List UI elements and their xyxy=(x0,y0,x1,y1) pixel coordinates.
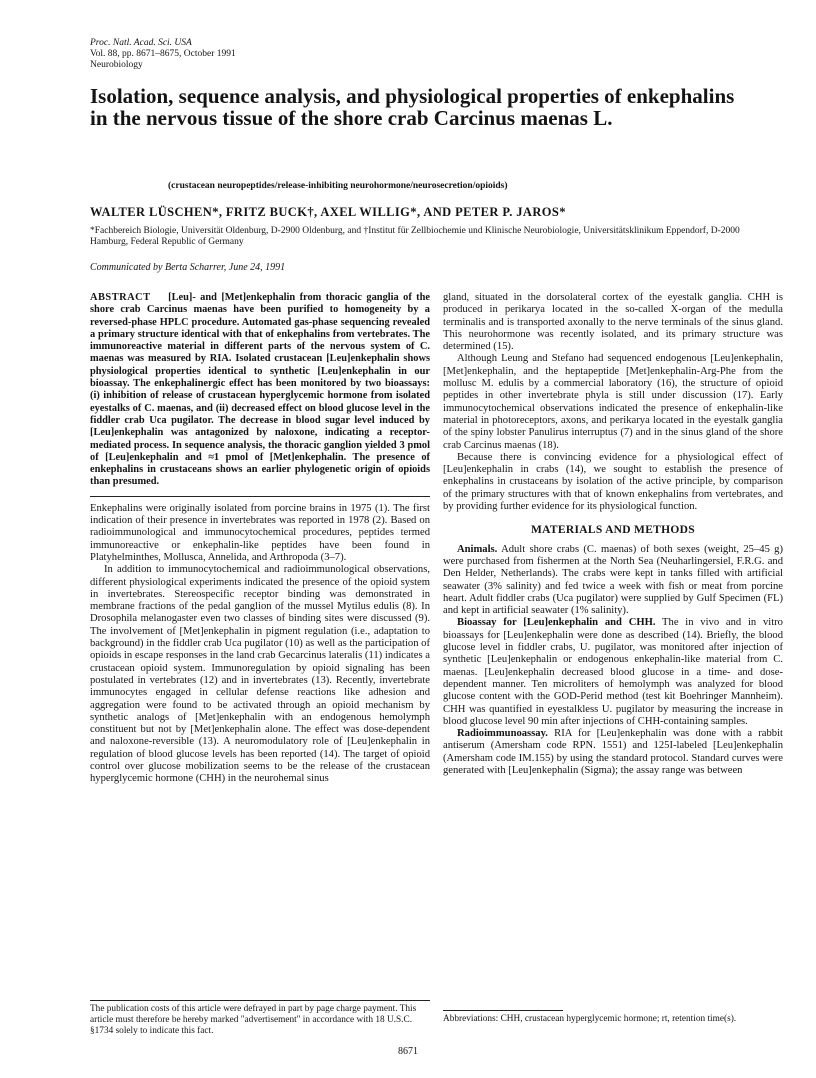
body-paragraph: Because there is convincing evidence for a physiological effect of [Leu]enkephalin in crabs (14), we sought to establish the presence of enkephalins in crustaceans by isolation of the active principle, by comparison of the primary structures with that of known enkephalins from vertebrates, and by providing further evidence for its physiological function. xyxy=(443,451,783,513)
journal-header xyxy=(90,38,236,71)
section-heading: MATERIALS AND METHODS xyxy=(531,524,695,537)
abstract-divider xyxy=(90,496,430,497)
methods-animals xyxy=(443,544,783,618)
abstract xyxy=(90,292,430,489)
journal-name: Proc. Natl. Acad. Sci. USA xyxy=(90,38,192,48)
body-paragraph: Although Leung and Stefano had sequenced endogenous [Leu]enkephalin, [Met]enkephalin, and the heptapeptide [Met]enkephalin-Arg-Phe from the mollusc M. edulis by a commercial laboratory (16), the structure of opioid peptides in other invertebrate phyla is still under discussion (17). Early immunocytochemical observations indicated the presence of enkephalin-like material in photoreceptors, axons, and perikarya located in the eyestalk ganglia of the spiny lobster Panulirus interruptus (7) and in the sinus gland of the shore crab Carcinus maenas (18). xyxy=(443,353,783,451)
communicated-by: Communicated by Berta Scharrer, June 24, 1991 xyxy=(90,262,286,273)
methods-ria xyxy=(443,728,783,777)
run-in-heading: Radioimmunoassay. xyxy=(457,728,548,740)
paper-title: Isolation, sequence analysis, and physiological properties of enkephalins in the nervous tissue of the shore crab Carcinus maenas L. xyxy=(90,84,735,130)
journal-volume: Vol. 88, pp. 8671–8675, October 1991 xyxy=(90,49,236,59)
methods-text: Adult shore crabs (C. maenas) of both sexes (weight, 25–45 g) were purchased from fishermen at the North Sea (Neuharlingersiel, F.R.G. and Den Helder, Netherlands). The crabs were kept in tanks filled with artificial seawater (3% salinity) and fed twice a week with fish or meat from porcine heart. Adult fiddler crabs (Uca pugilator) were supplied by Gulf Specimen (FL) and kept in artificial seawater (1% salinity). xyxy=(443,543,783,617)
abbreviations-footnote xyxy=(443,1010,783,1025)
right-column xyxy=(443,292,783,777)
body-paragraph: gland, situated in the dorsolateral cortex of the eyestalk ganglia. CHH is produced in perikarya located in the so-called X-organ of the medulla terminalis and is transported axonally to the nerve terminals of the sinus gland. This neurohormone was recently isolated, and its primary structure was determined (15). xyxy=(443,292,783,353)
page-number: 8671 xyxy=(398,1046,418,1057)
footnote-rule xyxy=(90,1000,430,1001)
run-in-heading: Animals. xyxy=(457,543,498,555)
intro-paragraph: In addition to immunocytochemical and radioimmunological observations, different physiological experiments indicated the presence of the opioid system in invertebrates. Stereospecific receptor binding was demonstrated in membrane fractions of the pedal ganglion of the mussel Mytilus edulis (8). In Drosophila melanogaster even two classes of binding sites were discussed (9). The involvement of [Met]enkephalin in pigment regulation (i.e., adaptation to background) in the fiddler crab Uca pugilator (10) as well as the participation of opioids in escape responses in the land crab Gecarcinus lateralis (11) indicates a crustacean opioid system. Immunoregulation by opioid signaling has been postulated in vertebrates (12) and in invertebrates (13). Recently, invertebrate immunocytes engaged in cellular defense reactions like adhesion and aggregation were found to be activated through an opioid mechanism by synthetic analogs of [Met]enkephalin with an endogenous hemolymph constituent but not by [Met]enkephalin alone. The effect was dose-dependent and naloxone-reversible (13). A neuromodulatory role of [Leu]enkephalin in regulation of blood glucose levels has been reported (14). The target of opioid control over glucose mobilization seems to be the release of the crustacean hyperglycemic hormone (CHH) in the neurohemal sinus xyxy=(90,564,430,785)
footnote-rule xyxy=(443,1010,563,1011)
methods-text: RIA for [Leu]enkephalin was done with a rabbit antiserum (Amersham code RPN. 1551) and 125I-labeled [Leu]enkephalin (Amersham code IM.155) by using the standard protocol. Standard curves were generated with [Leu]enkephalin (Sigma); the assay range was between xyxy=(443,728,783,776)
footnote-text: Abbreviations: CHH, crustacean hyperglycemic hormone; rt, retention time(s). xyxy=(443,1014,737,1024)
abstract-text: [Leu]- and [Met]enkephalin from thoracic ganglia of the shore crab Carcinus maenas have been purified to homogeneity by a reversed-phase HPLC procedure. Automated gas-phase sequencing revealed a primary structure identical with that of enkephalins from vertebrates. The immunoreactive material in different parts of the nervous system of C. maenas was measured by RIA. Isolated crustacean [Leu]enkephalin shows physiological properties identical to synthetic [Leu]enkephalin in our bioassay. The enkephalinergic effect has been monitored by two bioassays: (i) inhibition of release of crustacean hyperglycemic hormone from isolated eyestalks of C. maenas, and (ii) decreased effect on blood glucose level in the fiddler crab Uca pugilator. The decrease in blood sugar level induced by [Leu]enkephalin was antagonized by naloxone, indicating a receptor-mediated process. In sequence analysis, the thoracic ganglion yielded 3 pmol of [Leu]enkephalin and ≈1 pmol of [Met]enkephalin. The presence of enkephalins in crustaceans shows an earlier phylogenetic origin of opioids than presumed. xyxy=(90,292,431,488)
cost-footnote xyxy=(90,1000,430,1037)
keywords: (crustacean neuropeptides/release-inhibiting neurohormone/neurosecretion/opioids) xyxy=(168,181,508,191)
intro-paragraph: Enkephalins were originally isolated from porcine brains in 1975 (1). The first indication of their presence in invertebrates was reported in 1978 (2). Based on radioimmunological and immunocytochemical procedures, peptides termed immunoreactive or enkephalin-like peptides have been found in Platyhelminthes, Mollusca, Annelida, and Arthropoda (3–7). xyxy=(90,502,430,563)
abstract-label: ABSTRACT xyxy=(90,292,151,303)
affiliations: *Fachbereich Biologie, Universität Oldenburg, D-2900 Oldenburg, and †Institut für Zellbiochemie und Klinische Neurobiologie, Universitätsklinikum Eppendorf, D-2000 Hamburg, Federal Republic of Germany xyxy=(90,226,740,247)
authors: WALTER LÜSCHEN*, FRITZ BUCK†, AXEL WILLIG*, AND PETER P. JAROS* xyxy=(90,205,566,219)
methods-bioassay xyxy=(443,617,783,728)
journal-section: Neurobiology xyxy=(90,60,143,70)
footnote-text: The publication costs of this article were defrayed in part by page charge payment. This article must therefore be hereby marked "advertisement" in accordance with 18 U.S.C. §1734 solely to indicate this fact. xyxy=(90,1004,417,1036)
methods-text: The in vivo and in vitro bioassays for [Leu]enkephalin were done as described (14). Briefly, the blood glucose level in fiddler crabs, U. pugilator, was monitored after injection of synthetic [Leu]enkephalin or endogenous enkephalin-like material from C. maenas. [Leu]enkephalin decreased blood glucose in a time- and dose-dependent manner. Ten microliters of hemolymph was analyzed for blood glucose content with the GOD-Perid method (test kit Boehringer Mannheim). CHH was quantified in eyestalkless U. pugilator by measuring the increase in blood glucose level 90 min after injections of CHH-containing samples. xyxy=(443,617,783,727)
left-column xyxy=(90,292,430,786)
run-in-heading: Bioassay for [Leu]enkephalin and CHH. xyxy=(457,617,656,629)
